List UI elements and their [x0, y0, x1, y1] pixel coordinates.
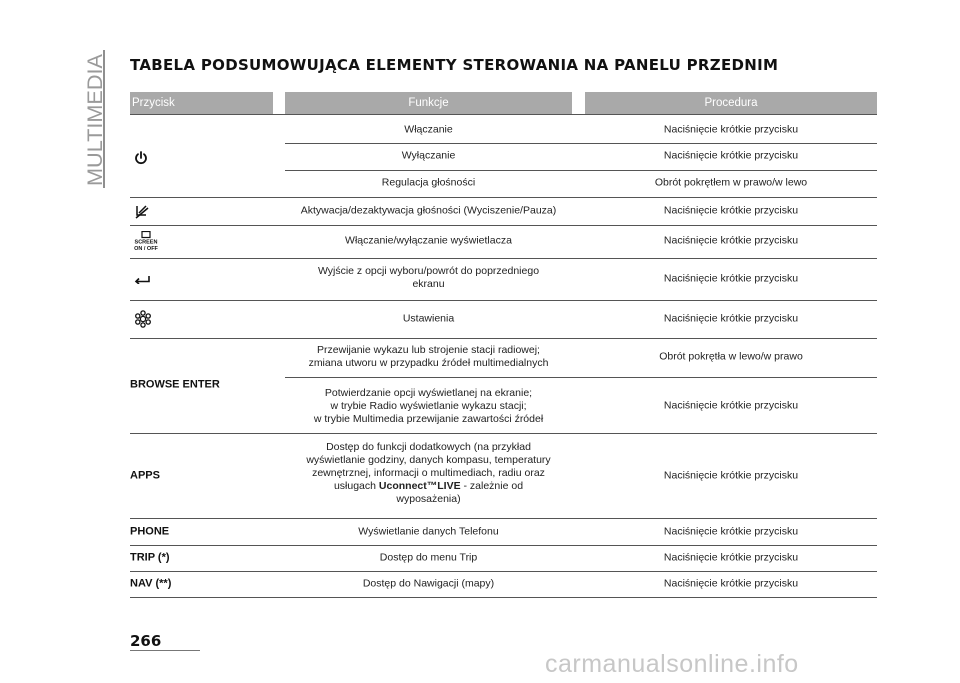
function-back	[285, 265, 572, 291]
section-side-label-text: MULTIMEDIA	[84, 58, 107, 186]
table-rule	[285, 170, 877, 171]
page-number: 266	[130, 632, 162, 650]
function-browse-line: zmiana utworu w przypadku źródeł multimedialnych	[308, 357, 549, 369]
function-apps-line: zewnętrznej, informacji o multimediach, radiu oraz	[312, 467, 545, 479]
function-browse-2	[285, 387, 572, 426]
function-mute: Aktywacja/dezaktywacja głośności (Wyciszenie/Pauza)	[300, 204, 557, 217]
function-apps-text: - zależnie od	[460, 480, 524, 492]
procedure-mute: Naciśnięcie krótkie przycisku	[663, 204, 799, 217]
function-browse-1	[285, 344, 572, 370]
header-function: Funkcje	[285, 92, 572, 114]
function-apps-text: usługach	[333, 480, 379, 492]
function-apps-line: wyświetlanie godziny, danych kompasu, temperatury	[306, 454, 551, 466]
header-button: Przycisk	[130, 92, 273, 114]
procedure-trip: Naciśnięcie krótkie przycisku	[663, 551, 799, 564]
button-phone: PHONE	[130, 525, 170, 538]
button-browse-enter: BROWSE ENTER	[130, 378, 220, 391]
table-rule	[285, 377, 877, 378]
function-apps	[285, 441, 572, 506]
table-rule	[130, 114, 877, 115]
button-apps: APPS	[130, 469, 160, 482]
table-rule	[130, 300, 877, 301]
page-number-underline	[130, 650, 200, 651]
side-divider	[103, 50, 105, 188]
table-rule	[130, 433, 877, 434]
function-back-line: Wyjście z opcji wyboru/powrót do poprzedniego	[317, 265, 540, 277]
function-browse-line: Potwierdzanie opcji wyświetlanej na ekranie;	[324, 387, 533, 399]
procedure-browse-1: Obrót pokrętła w lewo/w prawo	[659, 350, 803, 363]
function-settings: Ustawienia	[402, 312, 455, 325]
screen-icon	[134, 231, 158, 251]
table-rule	[130, 258, 877, 259]
function-screen: Włączanie/wyłączanie wyświetlacza	[345, 234, 512, 247]
procedure-power-on: Naciśnięcie krótkie przycisku	[663, 123, 799, 136]
table-rule	[130, 571, 877, 572]
back-icon	[134, 274, 152, 284]
function-browse-line: w trybie Radio wyświetlanie wykazu stacji;	[330, 400, 527, 412]
table-rule	[130, 597, 877, 598]
procedure-settings: Naciśnięcie krótkie przycisku	[663, 312, 799, 325]
power-icon	[134, 151, 148, 165]
page-title: TABELA PODSUMOWUJĄCA ELEMENTY STEROWANIA NA PANELU PRZEDNIM	[130, 56, 779, 74]
table-rule	[130, 197, 877, 198]
button-nav: NAV (**)	[130, 577, 172, 590]
function-apps-line: Dostęp do funkcji dodatkowych (na przykład	[326, 441, 531, 453]
screen-icon-text-bottom: ON / OFF	[134, 246, 158, 251]
table-rule	[130, 338, 877, 339]
procedure-nav: Naciśnięcie krótkie przycisku	[663, 577, 799, 590]
gear-icon	[134, 310, 152, 328]
procedure-browse-2: Naciśnięcie krótkie przycisku	[663, 399, 799, 412]
procedure-volume: Obrót pokrętłem w prawo/w lewo	[654, 176, 808, 189]
table-rule	[130, 225, 877, 226]
function-volume: Regulacja głośności	[381, 176, 476, 189]
table-rule	[130, 545, 877, 546]
procedure-phone: Naciśnięcie krótkie przycisku	[663, 525, 799, 538]
function-trip: Dostęp do menu Trip	[379, 551, 478, 564]
table-rule	[130, 518, 877, 519]
function-power-off: Wyłączanie	[401, 149, 456, 162]
header-procedure: Procedura	[585, 92, 877, 114]
function-nav: Dostęp do Nawigacji (mapy)	[362, 577, 495, 590]
function-power-on: Włączanie	[404, 123, 453, 136]
function-back-line: ekranu	[412, 278, 445, 290]
button-trip: TRIP (*)	[130, 551, 170, 564]
table-rule	[285, 143, 877, 144]
watermark: carmanualsonline.info	[545, 650, 799, 678]
function-browse-line: w trybie Multimedia przewijanie zawartości źródeł	[313, 413, 544, 425]
function-browse-line: Przewijanie wykazu lub strojenie stacji radiowej;	[317, 344, 540, 356]
procedure-back: Naciśnięcie krótkie przycisku	[663, 272, 799, 285]
function-apps-line	[285, 480, 572, 493]
procedure-power-off: Naciśnięcie krótkie przycisku	[663, 149, 799, 162]
function-phone: Wyświetlanie danych Telefonu	[358, 525, 499, 538]
mute-icon	[134, 204, 150, 220]
procedure-apps: Naciśnięcie krótkie przycisku	[663, 469, 799, 482]
uconnect-live-label: Uconnect™LIVE	[378, 480, 461, 492]
procedure-screen: Naciśnięcie krótkie przycisku	[663, 234, 799, 247]
screen-icon-text-top: SCREEN	[134, 239, 158, 246]
function-apps-line: wyposażenia)	[396, 493, 461, 505]
